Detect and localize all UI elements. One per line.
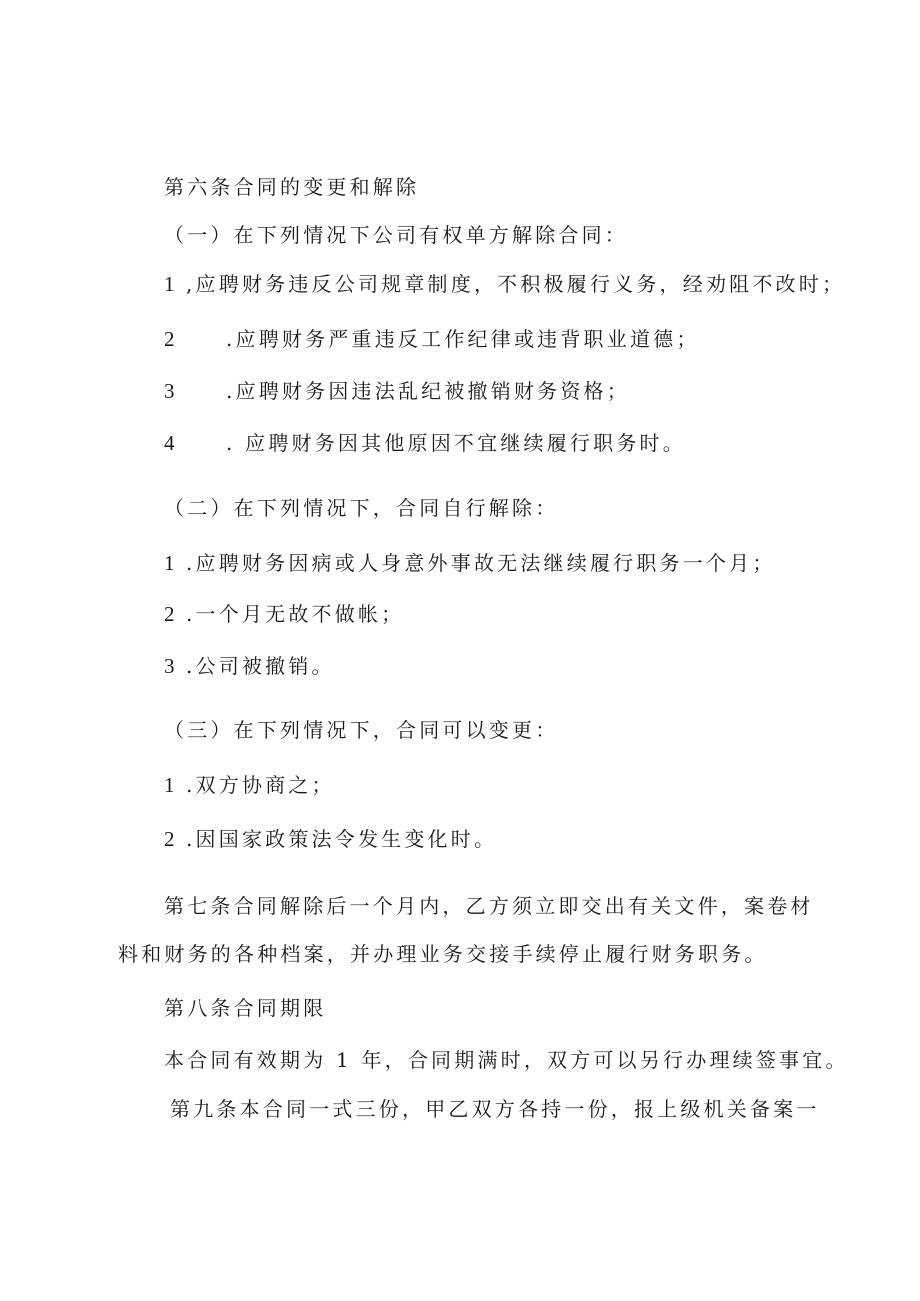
article9-body: 第九条本合同一式三份，甲乙双方各持一份，报上级机关备案一	[170, 1097, 820, 1121]
section1-heading: （一）在下列情况下公司有权单方解除合同：	[164, 223, 628, 247]
item-number: 2	[164, 327, 175, 351]
item-number: 4	[164, 431, 175, 455]
item-number: 1	[164, 773, 175, 797]
article7-line-1: 第七条合同解除后一个月内，乙方须立即交出有关文件，案卷材	[164, 894, 814, 918]
item-number: 3	[164, 654, 175, 678]
item-text: .因国家政策法令发生变化时。	[186, 827, 498, 851]
item-text: .公司被撤销。	[186, 654, 335, 678]
section1-item-1	[164, 271, 845, 297]
section1-item-2	[164, 326, 700, 352]
item-text: .应聘财务因违法乱纪被撤销财务资格；	[226, 379, 630, 403]
item-number: 1	[164, 272, 175, 296]
article6-title: 第六条合同的变更和解除	[164, 175, 420, 199]
item-text: . 应聘财务因其他原因不宜继续履行职务时。	[226, 431, 686, 455]
section3-heading: （三）在下列情况下，合同可以变更：	[164, 718, 559, 742]
section2-heading: （二）在下列情况下，合同自行解除：	[164, 496, 559, 520]
section3-item-1	[164, 772, 335, 798]
item-text: .应聘财务严重违反工作纪律或违背职业道德；	[226, 327, 700, 351]
section2-item-3	[164, 653, 335, 679]
item-number: 1	[164, 551, 175, 575]
item-number: 3	[164, 379, 175, 403]
section2-item-1	[164, 550, 776, 576]
item-number: 2	[164, 602, 175, 626]
article8-body: 本合同有效期为 1 年，合同期满时，双方可以另行办理续签事宜。	[164, 1048, 849, 1072]
article7-line-2: 料和财务的各种档案，并办理业务交接手续停止履行财务职务。	[118, 942, 768, 966]
item-text: ,应聘财务违反公司规章制度，不积极履行义务，经劝阻不改时；	[186, 272, 846, 296]
article8-title: 第八条合同期限	[164, 996, 327, 1020]
item-number: 2	[164, 827, 175, 851]
item-text: .双方协商之；	[186, 773, 335, 797]
section3-item-2	[164, 826, 497, 852]
section1-item-3	[164, 378, 630, 404]
section2-item-2	[164, 601, 404, 627]
item-text: .一个月无故不做帐；	[186, 602, 405, 626]
section1-item-4	[164, 430, 686, 456]
item-text: .应聘财务因病或人身意外事故无法继续履行职务一个月；	[186, 551, 776, 575]
